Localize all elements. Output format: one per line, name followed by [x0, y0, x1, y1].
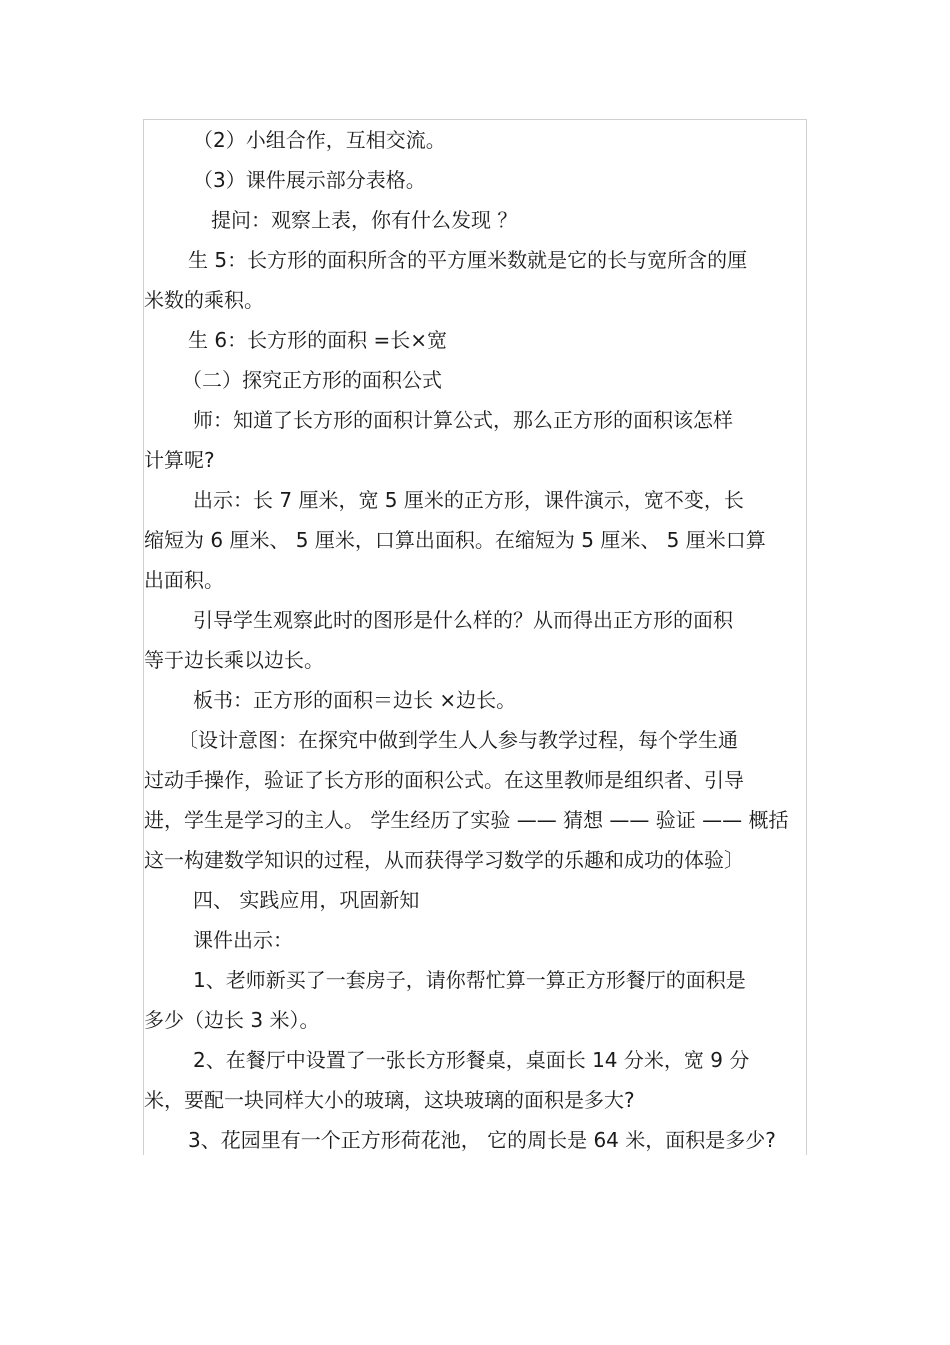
text-line: 〔设计意图：在探究中做到学生人人参与教学过程，每个学生通: [178, 728, 738, 752]
text-line: 1、老师新买了一套房子，请你帮忙算一算正方形餐厅的面积是: [193, 968, 746, 992]
text-line: 多少（边长 3 米）。: [144, 1008, 320, 1032]
section-heading: （二）探究正方形的面积公式: [182, 368, 442, 392]
text-line: 出面积。: [144, 568, 224, 592]
text-line: 缩短为 6 厘米、 5 厘米，口算出面积。在缩短为 5 厘米、 5 厘米口算: [144, 528, 766, 552]
text-line: 这一构建数学知识的过程，从而获得学习数学的乐趣和成功的体验〕: [144, 848, 744, 872]
text-line: 米，要配一块同样大小的玻璃，这块玻璃的面积是多大?: [144, 1088, 635, 1112]
text-line: 生 6：长方形的面积 =长×宽: [188, 328, 447, 352]
table-border-right: [806, 119, 807, 1155]
table-border-left: [143, 119, 144, 1155]
text-line: 米数的乘积。: [144, 288, 264, 312]
text-line: 出示：长 7 厘米，宽 5 厘米的正方形，课件演示，宽不变，长: [193, 488, 744, 512]
text-line: 课件出示：: [193, 928, 293, 952]
section-heading: 四、 实践应用，巩固新知: [193, 888, 420, 912]
text-line: （2）小组合作，互相交流。: [193, 128, 446, 152]
text-line: 3、花园里有一个正方形荷花池， 它的周长是 64 米，面积是多少?: [188, 1128, 776, 1152]
text-line: 计算呢?: [144, 448, 215, 472]
text-line: 过动手操作，验证了长方形的面积公式。在这里教师是组织者、引导: [144, 768, 744, 792]
text-line: 板书：正方形的面积＝边长 ×边长。: [193, 688, 517, 712]
table-border-top: [143, 119, 807, 120]
text-line: 提问：观察上表，你有什么发现 ？: [211, 208, 518, 232]
text-line: 师：知道了长方形的面积计算公式，那么正方形的面积该怎样: [193, 408, 733, 432]
text-line: 2、在餐厅中设置了一张长方形餐桌，桌面长 14 分米，宽 9 分: [193, 1048, 750, 1072]
text-line: 引导学生观察此时的图形是什么样的？从而得出正方形的面积: [193, 608, 733, 632]
text-line: 生 5：长方形的面积所含的平方厘米数就是它的长与宽所含的厘: [188, 248, 748, 272]
text-line: （3）课件展示部分表格。: [193, 168, 426, 192]
text-line: 进，学生是学习的主人。 学生经历了实验 —— 猜想 —— 验证 —— 概括: [144, 808, 789, 832]
text-line: 等于边长乘以边长。: [144, 648, 324, 672]
